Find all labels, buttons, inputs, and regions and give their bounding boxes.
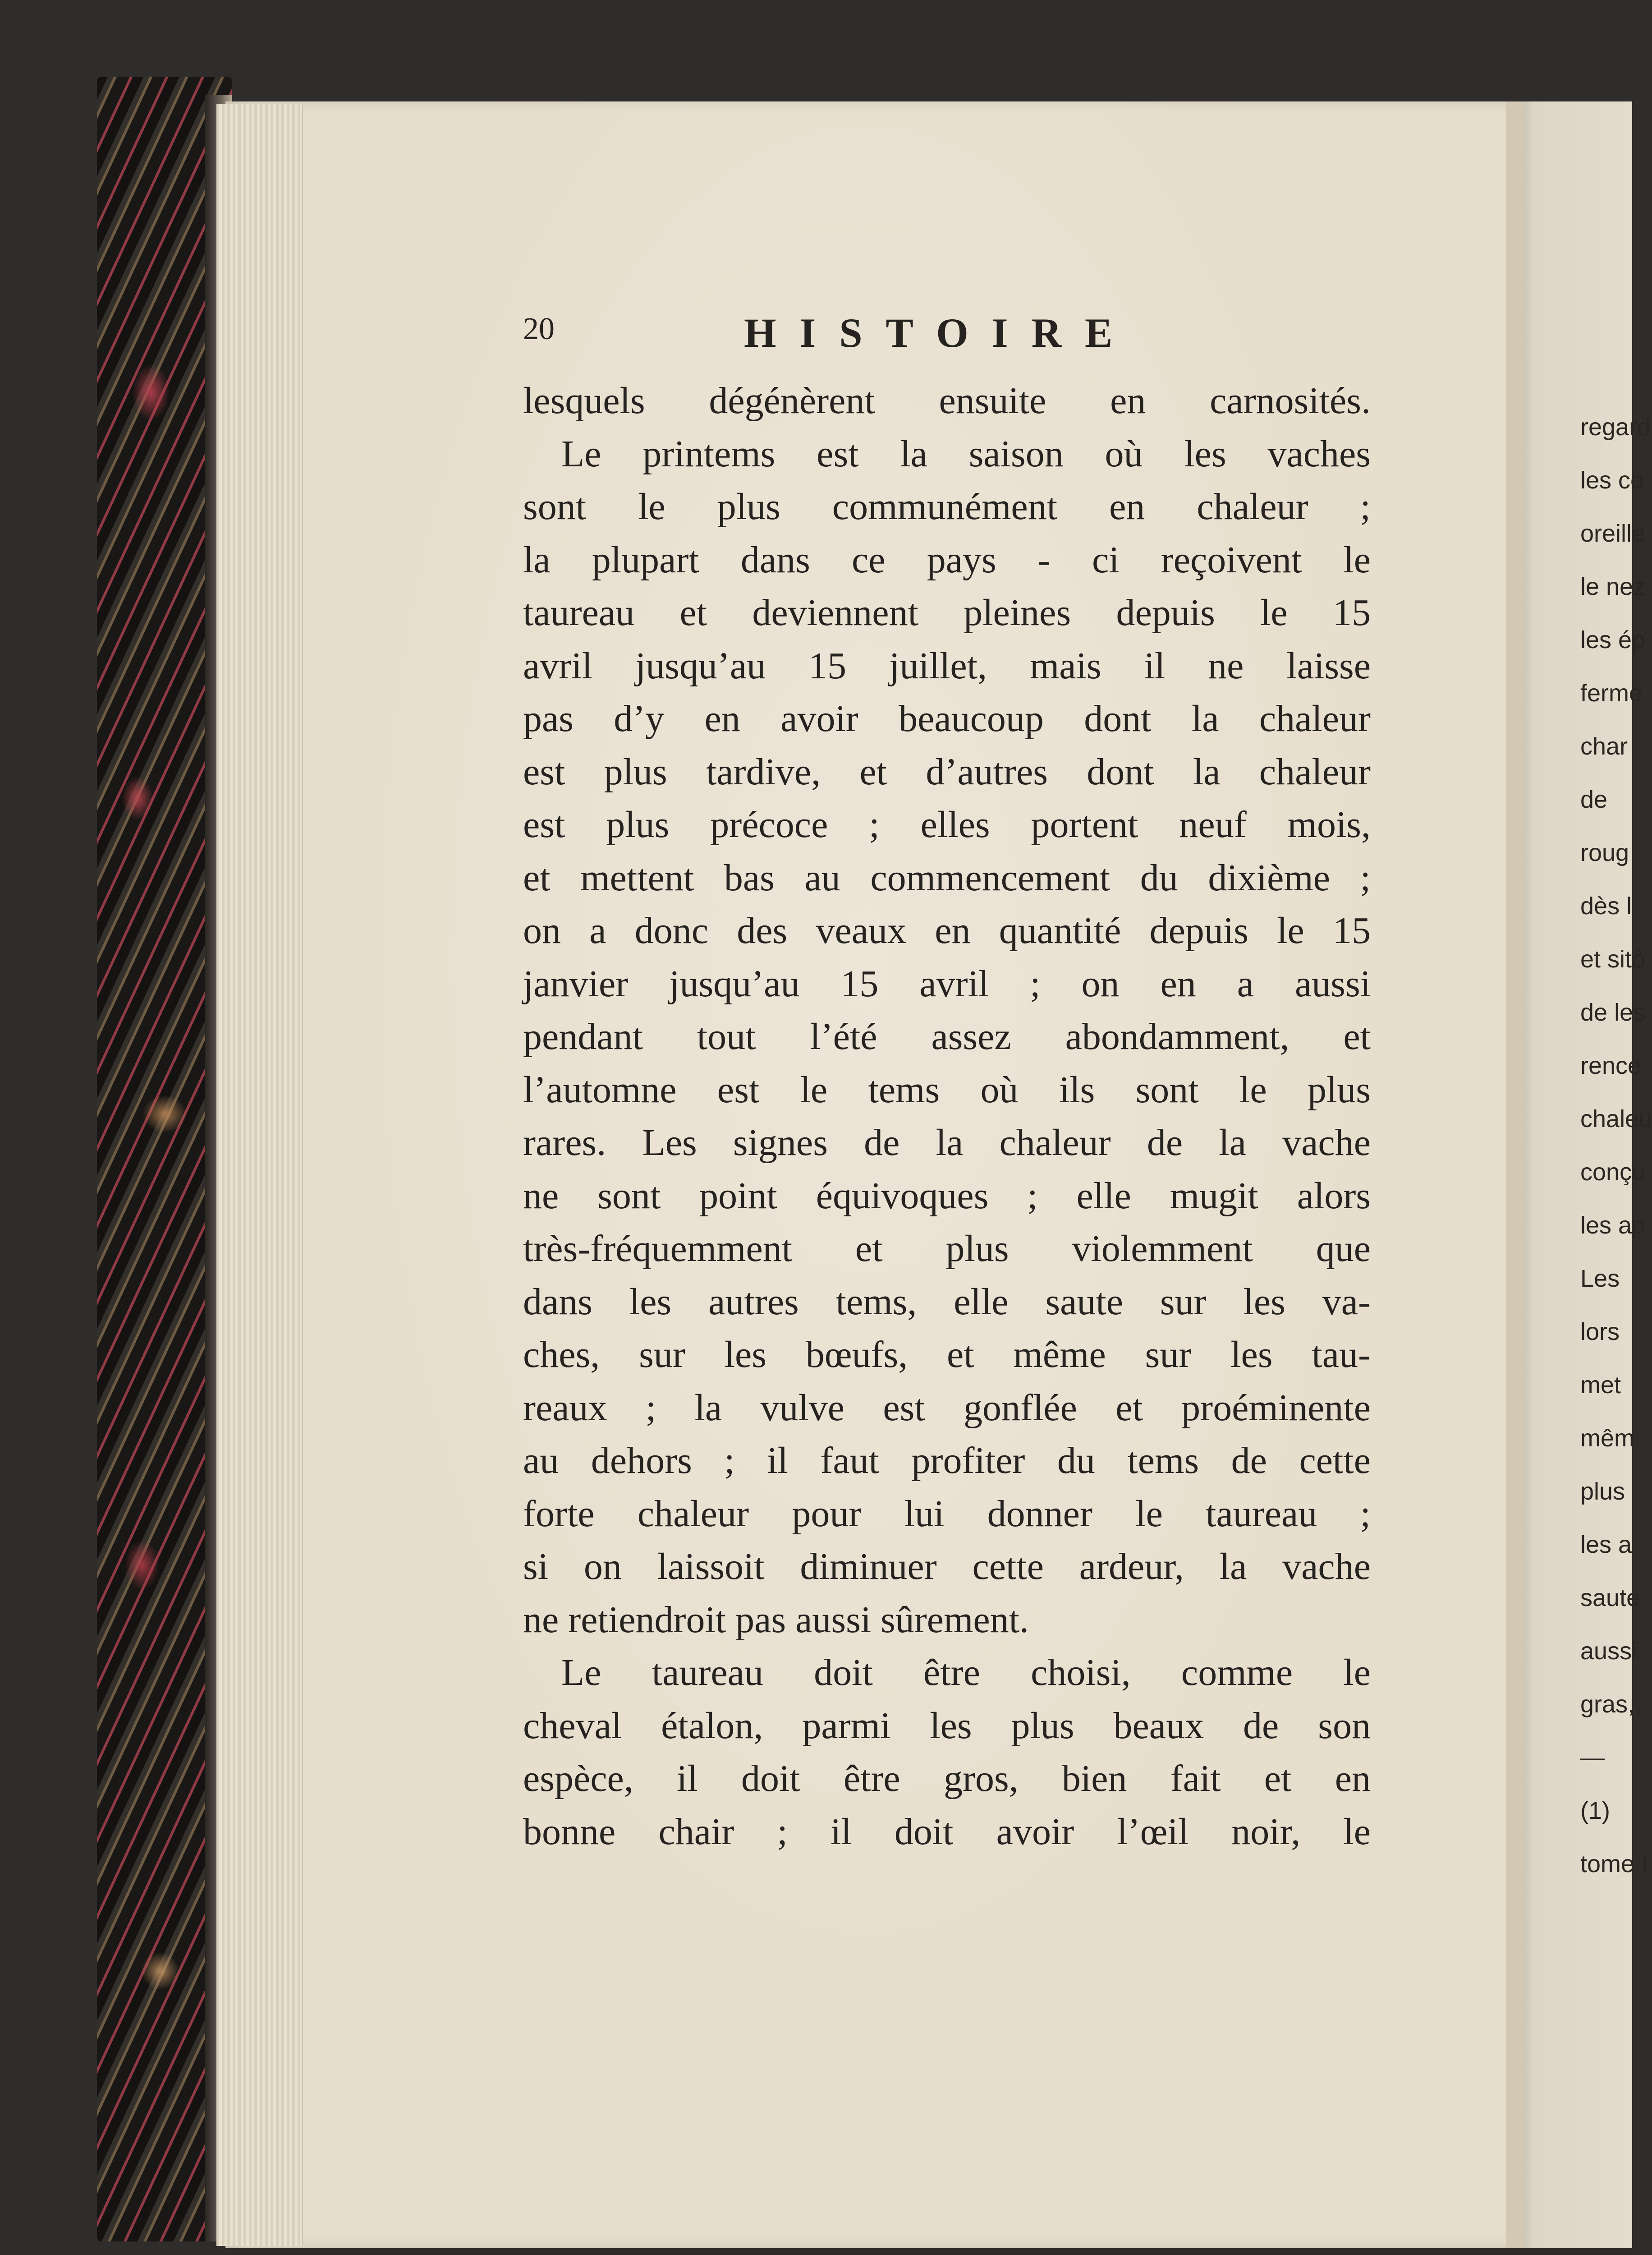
adjacent-fragment: regard [1580, 414, 1651, 441]
adjacent-fragment: Les [1580, 1265, 1620, 1292]
adjacent-fragment: char [1580, 733, 1628, 760]
adjacent-fragment: le nez [1580, 573, 1646, 600]
text-line: est plus précoce ; elles portent neuf mois, [523, 804, 1371, 846]
text-line: très-fréquemment et plus violemment que [523, 1228, 1371, 1270]
page-number: 20 [523, 312, 555, 346]
text-line: Le taureau doit être choisi, comme le [561, 1652, 1371, 1694]
adjacent-fragment: conçu [1580, 1159, 1646, 1186]
text-line: est plus tardive, et d’autres dont la chaleur [523, 750, 1371, 793]
text-line: cheval étalon, parmi les plus beaux de son [523, 1704, 1371, 1747]
adjacent-fragment: rence [1580, 1052, 1642, 1079]
adjacent-fragment: dès l [1580, 893, 1632, 920]
text-line: ne sont point équivoques ; elle mugit alors [523, 1174, 1371, 1217]
adjacent-fragment: de les [1580, 999, 1646, 1026]
text-line: bonne chair ; il doit avoir l’œil noir, le [523, 1810, 1371, 1853]
adjacent-fragment: oreille [1580, 520, 1646, 547]
adjacent-fragment: (1) [1580, 1797, 1610, 1824]
text-line: espèce, il doit être gros, bien fait et en [523, 1758, 1371, 1799]
adjacent-fragment: les a [1580, 1531, 1632, 1558]
text-line: avril jusqu’au 15 juillet, mais il ne laisse [523, 644, 1371, 687]
text-line: pendant tout l’été assez abondamment, et [523, 1016, 1371, 1058]
text-line: Le printems est la saison où les vaches [561, 433, 1371, 475]
text-line: rares. Les signes de la chaleur de la vache [523, 1122, 1371, 1164]
text-line: janvier jusqu’au 15 avril ; on en a aussi [523, 962, 1371, 1005]
text-line: la plupart dans ce pays - ci reçoivent le [523, 538, 1371, 581]
adjacent-fragment: plus [1580, 1478, 1625, 1505]
text-line: si on laissoit diminuer cette ardeur, la vache [523, 1546, 1371, 1588]
adjacent-page-text [1580, 414, 1652, 1905]
adjacent-fragment: aussi [1580, 1638, 1638, 1665]
body-text [523, 374, 1371, 1858]
adjacent-fragment: chaleu [1580, 1105, 1652, 1132]
adjacent-fragment: saute [1580, 1584, 1640, 1611]
adjacent-fragment: — [1580, 1744, 1605, 1771]
text-line: forte chaleur pour lui donner le taureau ; [523, 1492, 1371, 1535]
text-line: taureau et deviennent pleines depuis le 15 [523, 592, 1371, 634]
text-line: au dehors ; il faut profiter du tems de cette [523, 1440, 1371, 1482]
adjacent-fragment: lors [1580, 1318, 1620, 1345]
adjacent-fragment: les ap [1580, 1212, 1646, 1239]
text-line: ches, sur les bœufs, et même sur les tau- [523, 1334, 1371, 1376]
text-line: lesquels dégénèrent ensuite en carnosités. [523, 380, 1371, 422]
text-line: ne retiendroit pas aussi sûrement. [523, 1598, 1029, 1641]
running-head: HISTOIRE [744, 310, 1136, 356]
adjacent-fragment: roug [1580, 839, 1629, 866]
adjacent-fragment: tome I [1580, 1850, 1648, 1878]
adjacent-fragment: de [1580, 786, 1608, 813]
adjacent-fragment: les ép [1580, 626, 1646, 653]
text-line: pas d’y en avoir beaucoup dont la chaleur [523, 698, 1371, 740]
text-line: dans les autres tems, elle saute sur les va- [523, 1280, 1371, 1323]
text-line: et mettent bas au commencement du dixième ; [523, 856, 1371, 899]
adjacent-fragment: les co [1580, 467, 1644, 494]
text-line: reaux ; la vulve est gonflée et proéminente [523, 1386, 1371, 1429]
text-line: sont le plus communément en chaleur ; [523, 486, 1371, 528]
adjacent-fragment: ferme [1580, 680, 1643, 707]
text-line: l’automne est le tems où ils sont le plus [523, 1068, 1371, 1111]
page-edges [216, 104, 303, 2246]
text-line: on a donc des veaux en quantité depuis le 15 [523, 910, 1371, 952]
adjacent-fragment: mêm [1580, 1425, 1634, 1452]
page-header [523, 309, 1353, 359]
adjacent-fragment: et sitô [1580, 946, 1646, 973]
adjacent-fragment: met [1580, 1371, 1621, 1399]
adjacent-fragment: gras, [1580, 1691, 1635, 1718]
